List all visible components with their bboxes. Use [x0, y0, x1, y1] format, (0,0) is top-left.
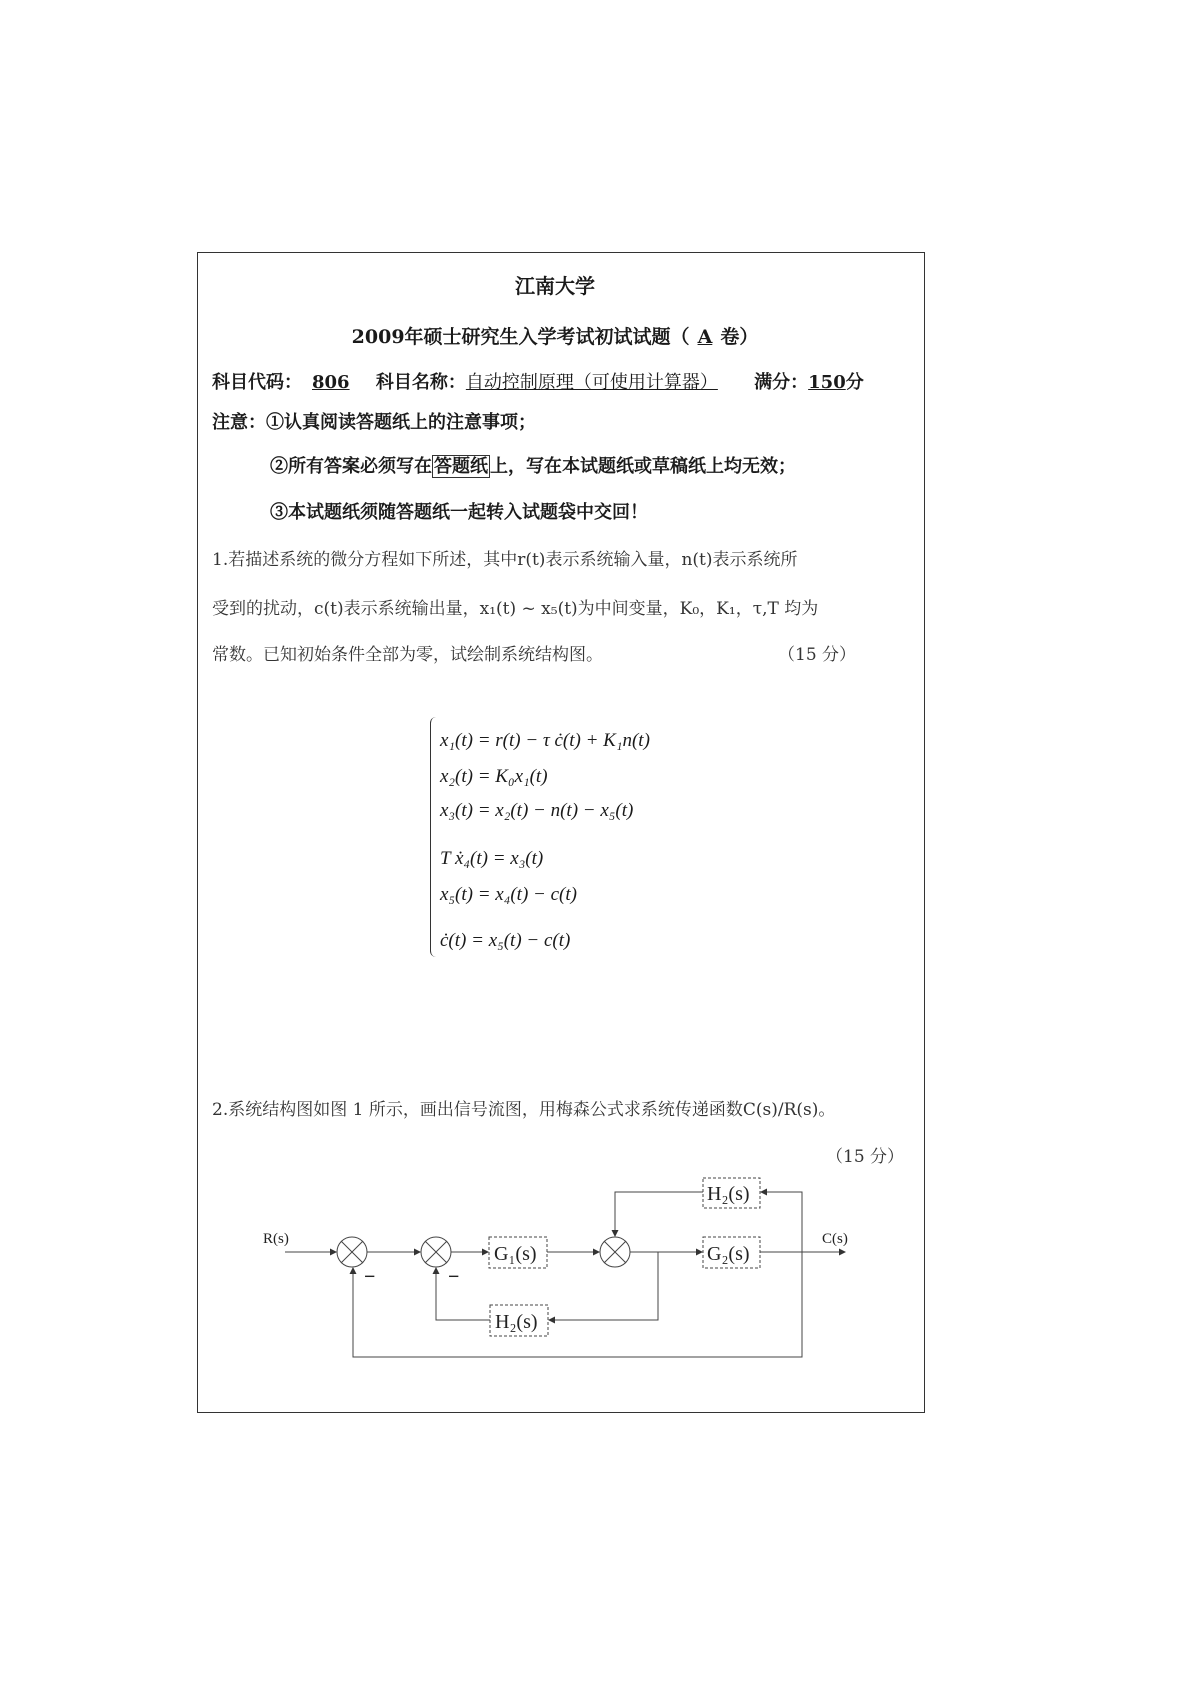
- q1-line-3: 常数。已知初始条件全部为零，试绘制系统结构图。: [212, 645, 603, 665]
- note-1-text: ①认真阅读答题纸上的注意事项；: [266, 412, 536, 433]
- q2-points: （15 分）: [826, 1147, 905, 1167]
- sum-junction-1: [337, 1237, 367, 1267]
- notes-label: 注意：: [212, 412, 266, 433]
- h2-top-label: H₂(s): [707, 1183, 750, 1205]
- h2-bottom-feedback-out: [436, 1268, 490, 1320]
- name-label: 科目名称：: [375, 372, 466, 393]
- university-name: 江南大学: [515, 274, 595, 298]
- g1-label: G₁(s): [494, 1243, 537, 1265]
- g2-label: G₂(s): [707, 1243, 750, 1265]
- h2-top-feedback-in: [761, 1192, 802, 1252]
- q1-line-1: 1.若描述系统的微分方程如下所述，其中r(t)表示系统输入量，n(t)表示系统所: [212, 550, 798, 570]
- exam-title-pre: 2009年硕士研究生入学考试初试试题（: [351, 326, 690, 348]
- subject-code: 806: [312, 372, 350, 393]
- code-label: 科目代码：: [212, 372, 302, 393]
- output-label: C(s): [822, 1231, 848, 1247]
- note-2-post: 上，写在本试题纸或草稿纸上均无效；: [490, 456, 796, 477]
- q1-line-2: 受到的扰动，c(t)表示系统输出量，x₁(t) ~ x₅(t)为中间变量，K₀，K₁，τ,T 均为: [212, 599, 819, 619]
- input-label: R(s): [263, 1231, 289, 1247]
- note-2-pre: ②所有答案必须写在: [270, 456, 432, 477]
- equation-2: x₂(t) = K₀x₁(t): [440, 766, 548, 787]
- equation-4: T ẋ₄(t) = x₃(t): [440, 848, 544, 869]
- h2-top-feedback-out: [615, 1192, 703, 1236]
- sum-junction-3: [600, 1237, 630, 1267]
- equation-6: ċ(t) = x₅(t) − c(t): [440, 930, 571, 951]
- equation-1: x₁(t) = r(t) − τ ċ(t) + K₁n(t): [440, 730, 650, 751]
- score-unit: 分: [845, 372, 864, 393]
- equation-5: x₅(t) = x₄(t) − c(t): [440, 884, 577, 905]
- sum-junction-2: [421, 1237, 451, 1267]
- note-2-boxed: 答题纸: [434, 456, 488, 477]
- full-score: 150: [808, 372, 846, 393]
- exam-title-post: 卷）: [720, 326, 759, 348]
- q2-line-1: 2.系统结构图如图 1 所示，画出信号流图，用梅森公式求系统传递函数C(s)/R(s)。: [212, 1100, 836, 1120]
- equation-3: x₃(t) = x₂(t) − n(t) − x₅(t): [440, 800, 634, 821]
- minus-sign-2: −: [448, 1266, 460, 1288]
- minus-sign-1: −: [364, 1266, 376, 1288]
- score-label: 满分：: [754, 372, 809, 393]
- subject-name: 自动控制原理（可使用计算器）: [465, 372, 718, 393]
- h2-bottom-label: H₂(s): [495, 1311, 538, 1333]
- q1-points: （15 分）: [778, 645, 857, 665]
- note-3: ③本试题纸须随答题纸一起转入试题袋中交回！: [270, 502, 648, 523]
- paper-version: A: [697, 326, 713, 348]
